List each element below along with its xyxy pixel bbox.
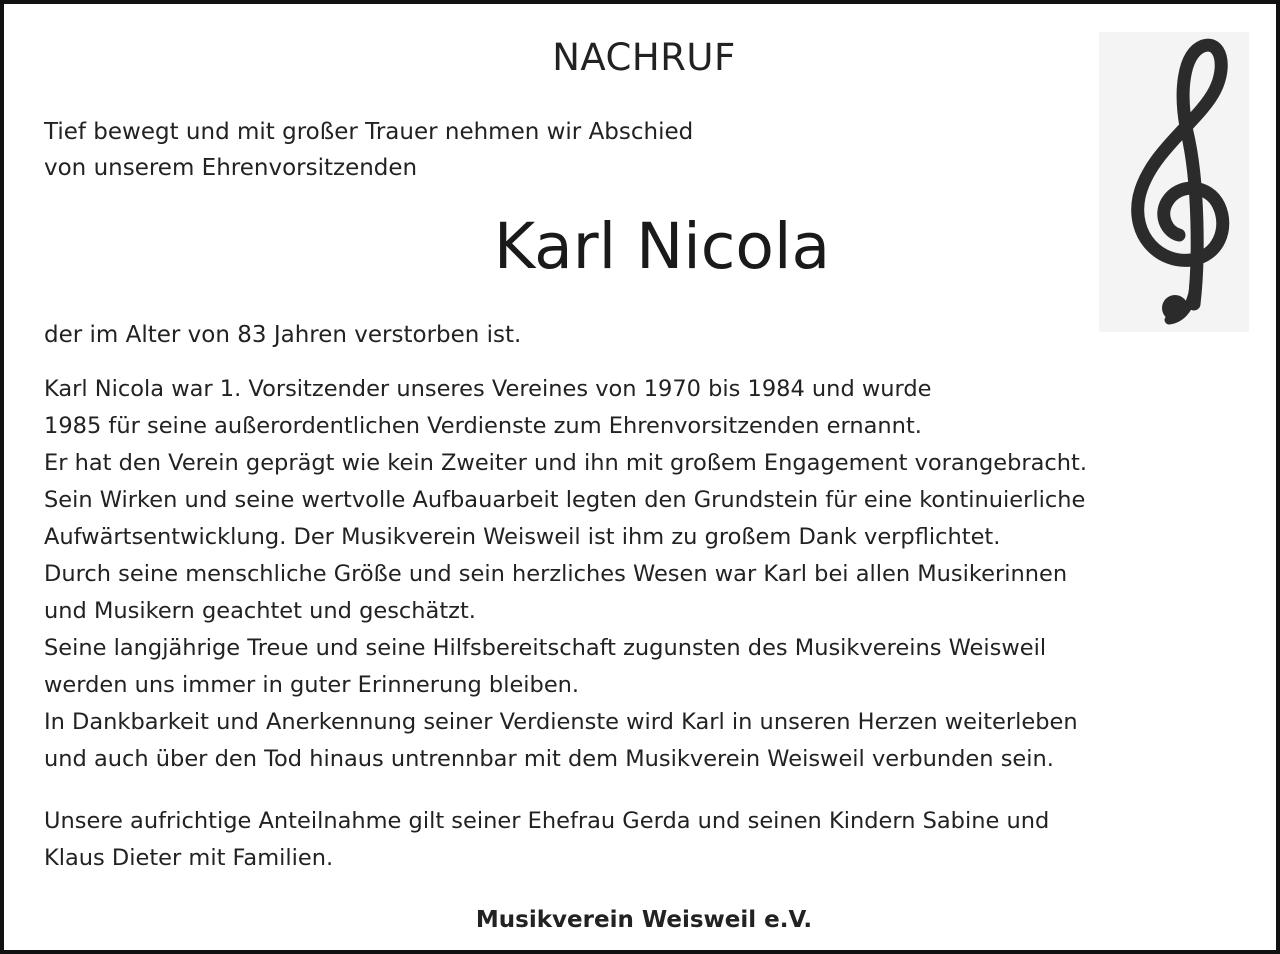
tribute-line: Seine langjährige Treue und seine Hilfsbereitschaft zugunsten des Musikvereins Weisweil	[44, 635, 1047, 661]
notice-heading: NACHRUF	[552, 36, 736, 79]
age-statement: der im Alter von 83 Jahren verstorben ist.	[44, 322, 522, 348]
condolence-line: Unsere aufrichtige Anteilnahme gilt seiner Ehefrau Gerda und seinen Kindern Sabine und	[44, 808, 1050, 834]
tribute-line: Er hat den Verein geprägt wie kein Zweiter und ihn mit großem Engagement vorangebracht.	[44, 450, 1087, 476]
tribute-line: Durch seine menschliche Größe und sein herzliches Wesen war Karl bei allen Musikerinnen	[44, 561, 1068, 587]
club-signature: Musikverein Weisweil e.V.	[475, 907, 813, 933]
condolence-line: Klaus Dieter mit Familien.	[44, 845, 334, 871]
treble-clef-icon	[1099, 32, 1249, 332]
tribute-line: Sein Wirken und seine wertvolle Aufbauarbeit legten den Grundstein für eine kontinuierliche	[44, 487, 1086, 513]
tribute-text	[44, 371, 1087, 778]
tribute-line: Karl Nicola war 1. Vorsitzender unseres Vereines von 1970 bis 1984 und wurde	[44, 376, 932, 402]
tribute-line: In Dankbarkeit und Anerkennung seiner Verdienste wird Karl in unseren Herzen weiterleben	[44, 709, 1078, 735]
intro-line: Tief bewegt und mit großer Trauer nehmen wir Abschied	[44, 119, 694, 145]
tribute-line: und auch über den Tod hinaus untrennbar mit dem Musikverein Weisweil verbunden sein.	[44, 746, 1054, 772]
deceased-name: Karl Nicola	[493, 210, 831, 283]
tribute-line: werden uns immer in guter Erinnerung bleiben.	[44, 672, 580, 698]
treble-clef-graphic	[1099, 32, 1249, 332]
intro-text	[44, 114, 693, 186]
tribute-line: 1985 für seine außerordentlichen Verdienste zum Ehrenvorsitzenden ernannt.	[44, 413, 922, 439]
tribute-line: und Musikern geachtet und geschätzt.	[44, 598, 476, 624]
intro-line: von unserem Ehrenvorsitzenden	[44, 155, 418, 181]
tribute-line: Aufwärtsentwicklung. Der Musikverein Weisweil ist ihm zu großem Dank verpflichtet.	[44, 524, 1001, 550]
condolence-text	[44, 803, 1049, 877]
